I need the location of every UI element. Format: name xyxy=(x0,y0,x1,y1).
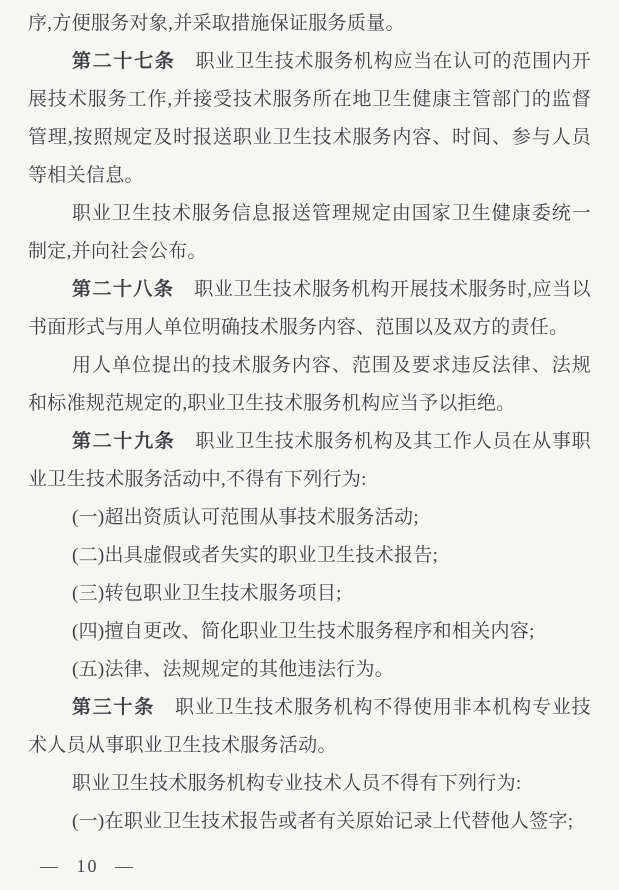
document-body xyxy=(28,5,591,841)
paragraph xyxy=(28,271,591,347)
paragraph xyxy=(28,689,591,765)
list-item xyxy=(28,613,591,651)
paragraph xyxy=(28,765,591,803)
article-number: 第二十七条 xyxy=(72,51,176,72)
paragraph-text: 职业卫生技术服务机构专业技术人员不得有下列行为: xyxy=(72,773,522,794)
article-number: 第二十九条 xyxy=(72,431,176,452)
paragraph-text: 职业卫生技术服务机构开展技术服务时,应当以书面形式与用人单位明确技术服务内容、范围以及双方的责任。 xyxy=(28,279,591,338)
paragraph-text: (三)转包职业卫生技术服务项目; xyxy=(72,583,342,604)
article-number: 第二十八条 xyxy=(72,279,175,300)
paragraph-text: 用人单位提出的技术服务内容、范围及要求违反法律、法规和标准规范规定的,职业卫生技术服务机构应当予以拒绝。 xyxy=(28,355,591,414)
paragraph xyxy=(28,43,591,195)
paragraph xyxy=(28,5,591,43)
paragraph-text: 职业卫生技术服务信息报送管理规定由国家卫生健康委统一制定,并向社会公布。 xyxy=(28,203,591,262)
paragraph-text: (一)在职业卫生技术报告或者有关原始记录上代替他人签字; xyxy=(72,811,574,832)
paragraph xyxy=(28,423,591,499)
paragraph-text: 职业卫生技术服务机构应当在认可的范围内开展技术服务工作,并接受技术服务所在地卫生健康主管部门的监督管理,按照规定及时报送职业卫生技术服务内容、时间、参与人员等相关信息。 xyxy=(28,51,591,186)
paragraph xyxy=(28,347,591,423)
list-item xyxy=(28,803,591,841)
article-number: 第三十条 xyxy=(72,697,155,718)
list-item xyxy=(28,499,591,537)
page-number: — 10 — xyxy=(40,856,135,876)
list-item xyxy=(28,537,591,575)
paragraph-text: (五)法律、法规规定的其他违法行为。 xyxy=(72,659,395,680)
paragraph xyxy=(28,195,591,271)
paragraph-text: 职业卫生技术服务机构及其工作人员在从事职业卫生技术服务活动中,不得有下列行为: xyxy=(28,431,591,490)
paragraph-text: (一)超出资质认可范围从事技术服务活动; xyxy=(72,507,419,528)
paragraph-text: (四)擅自更改、简化职业卫生技术服务程序和相关内容; xyxy=(72,621,535,642)
paragraph-text: (二)出具虚假或者失实的职业卫生技术报告; xyxy=(72,545,439,566)
list-item xyxy=(28,575,591,613)
paragraph-text: 职业卫生技术服务机构不得使用非本机构专业技术人员从事职业卫生技术服务活动。 xyxy=(28,697,591,756)
paragraph-text: 序,方便服务对象,并采取措施保证服务质量。 xyxy=(28,13,405,34)
list-item xyxy=(28,651,591,689)
